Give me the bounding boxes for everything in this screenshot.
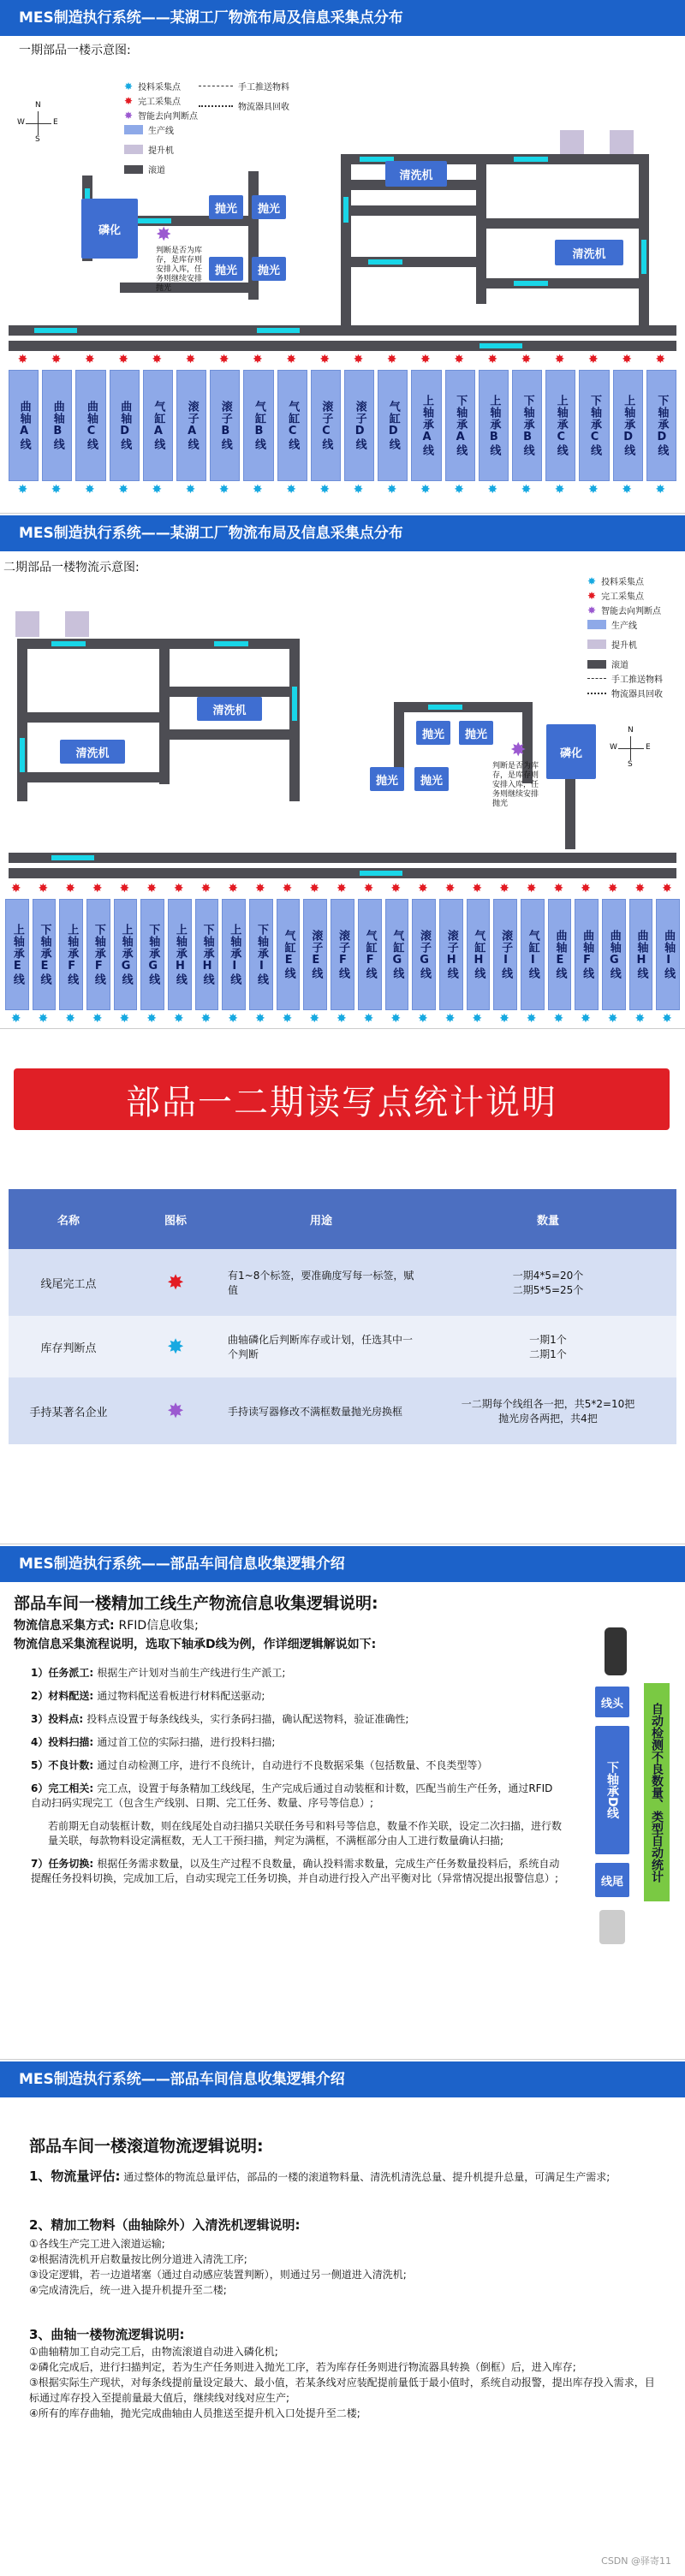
lift (560, 130, 584, 156)
red-star-icon: ✸ (655, 353, 666, 366)
title-banner (14, 1068, 670, 1130)
red-star-icon: ✸ (254, 882, 265, 895)
compass-s: S (35, 135, 40, 144)
production-lane: 滚子E线 (303, 899, 327, 1010)
red-star-icon: ✸ (253, 353, 263, 366)
red-star-icon: ✸ (454, 353, 464, 366)
blue-star-icon: ✸ (51, 483, 62, 497)
footer-watermark: CSDN @驿寄11 (601, 2555, 671, 2567)
col-header: 图标 (164, 1214, 187, 1228)
production-lane: 曲轴B线 (42, 370, 72, 481)
blue-star-icon: ✸ (454, 483, 464, 497)
blue-star-icon: ✸ (587, 574, 597, 587)
slide-rw-points (0, 1031, 685, 1544)
red-star-icon: ✸ (418, 882, 428, 895)
red-star-icon: ✸ (587, 589, 597, 602)
roller (341, 154, 351, 325)
blue-star-icon: ✸ (119, 1012, 130, 1026)
blue-star-icon: ✸ (118, 483, 128, 497)
red-star-icon: ✸ (337, 882, 347, 895)
production-lane: 下轴承E线 (33, 899, 57, 1010)
slide-roller-logic (0, 2061, 685, 2576)
list-item: ②根据清洗机开启数量按比例分道进入清洗工序; (29, 2253, 247, 2265)
production-lane: 曲轴C线 (75, 370, 105, 481)
production-lane: 气缸G线 (385, 899, 409, 1010)
production-lane: 下轴承D线 (646, 370, 676, 481)
red-star-icon: ✸ (166, 1270, 185, 1294)
production-lane: 上轴承F线 (59, 899, 83, 1010)
section-2-title: 2、精加工物料（曲轴除外）入清洗机逻辑说明: (29, 2217, 301, 2233)
blue-star-icon: ✸ (607, 1012, 618, 1026)
section-3-title: 3、曲轴一楼物流逻辑说明: (29, 2327, 185, 2342)
blue-star-icon: ✸ (85, 483, 95, 497)
production-lane: 曲轴F线 (575, 899, 599, 1010)
col-header: 用途 (309, 1214, 332, 1228)
red-star-icon: ✸ (51, 353, 62, 366)
red-star-icon: ✸ (581, 882, 591, 895)
roller (9, 325, 676, 336)
red-star-icon: ✸ (353, 353, 364, 366)
red-star-icon: ✸ (390, 882, 402, 895)
red-star-icon: ✸ (420, 353, 431, 366)
blue-star-icon: ✸ (282, 1012, 293, 1026)
roller (351, 205, 480, 216)
polish-box: 抛光 (459, 721, 493, 745)
legend-feed: ✸ 投料采集点 (587, 574, 645, 587)
red-star-icon: ✸ (124, 94, 134, 107)
red-star-icon: ✸ (588, 353, 599, 366)
purple-star-icon: ✸ (510, 740, 527, 761)
blue-star-icon: ✸ (253, 483, 263, 497)
legend-feed: ✸ 投料采集点 (124, 80, 182, 92)
production-lane: 上轴承C线 (545, 370, 575, 481)
washer-box: 清洗机 (197, 697, 262, 721)
blue-star-icon: ✸ (254, 1012, 265, 1026)
slide-header: MES制造执行系统——部品车间信息收集逻辑介绍 (0, 2061, 685, 2097)
decision-note: 判断是否为库存，是库存则安排入库，任务则继续安排抛光 (156, 247, 203, 293)
blue-star-icon: ✸ (166, 1335, 185, 1359)
list-item: ①曲轴精加工自动完工后，由物流滚道自动进入磷化机; (29, 2346, 278, 2358)
slide-header: MES制造执行系统——某湖工厂物流布局及信息采集点分布 (0, 515, 685, 551)
production-lane: 曲轴E线 (548, 899, 572, 1010)
col-header: 名称 (57, 1214, 80, 1228)
production-lane: 气缸H线 (467, 899, 491, 1010)
page-subtitle: 一期部品一楼示意图: (19, 44, 131, 57)
blue-star-icon: ✸ (655, 483, 666, 497)
blue-star-icon: ✸ (337, 1012, 347, 1026)
production-lane: 滚子I线 (493, 899, 517, 1010)
step-item: 5）不良计数: 通过自动检测工序，进行不良统计，自动进行不良数据采集（包括数量、不良类型等） (31, 1759, 488, 1771)
legend-lift: 提升机 (587, 637, 663, 651)
blue-star-icon: ✸ (228, 1012, 238, 1026)
blue-star-icon: ✸ (146, 1012, 157, 1026)
polish-box: 抛光 (209, 257, 243, 281)
blue-star-icon: ✸ (65, 1012, 75, 1026)
washer-box: 清洗机 (60, 740, 125, 764)
compass-e: E (53, 118, 58, 127)
legend-hand: 手工推送物料 (587, 671, 663, 686)
production-lane: 曲轴I线 (656, 899, 680, 1010)
production-lane: 下轴承G线 (140, 899, 164, 1010)
step-item: 3）投料点: 投料点设置于每条线线头，实行条码扫描，确认配送物料，验证准确性; (31, 1713, 409, 1725)
blue-star-icon: ✸ (499, 1012, 509, 1026)
red-star-icon: ✸ (185, 353, 196, 366)
blue-star-icon: ✸ (521, 483, 532, 497)
legend-line: 生产线 (124, 122, 198, 137)
section-3-list (29, 2344, 663, 2421)
slide-phase2-layout (0, 515, 685, 1029)
production-lane: 气缸I线 (521, 899, 545, 1010)
production-lane: 上轴承B线 (479, 370, 509, 481)
blue-star-icon: ✸ (38, 1012, 49, 1026)
red-star-icon: ✸ (173, 882, 184, 895)
purple-star-icon: ✸ (124, 109, 134, 122)
compass-n: N (35, 101, 41, 110)
blue-star-icon: ✸ (286, 483, 296, 497)
blue-star-icon: ✸ (554, 483, 565, 497)
list-item: ①各线生产完工进入滚道运输; (29, 2238, 165, 2250)
blue-star-icon: ✸ (124, 80, 134, 92)
red-star-icon: ✸ (282, 882, 293, 895)
production-lane: 气缸A线 (143, 370, 173, 481)
production-lane: 滚子H线 (439, 899, 463, 1010)
production-lane: 上轴承H线 (168, 899, 192, 1010)
production-lane: 曲轴G线 (602, 899, 626, 1010)
legend-roller: 滚道 (587, 657, 663, 671)
polish-box: 抛光 (370, 767, 404, 791)
blue-star-icon: ✸ (662, 1012, 672, 1026)
side-head: 线头 (595, 1687, 629, 1717)
step-item: 2）材料配送: 通过物料配送看板进行材料配送驱动; (31, 1690, 265, 1702)
red-star-icon: ✸ (17, 353, 28, 366)
red-star-icon: ✸ (286, 353, 296, 366)
production-lane: 曲轴A线 (9, 370, 39, 481)
production-lane: 下轴承B线 (512, 370, 542, 481)
blue-star-icon: ✸ (92, 1012, 103, 1026)
hub-box: 磷化 (546, 724, 596, 779)
red-star-icon: ✸ (363, 882, 374, 895)
production-lane: 下轴承I线 (249, 899, 273, 1010)
production-lane: 滚子A线 (176, 370, 206, 481)
production-lane: 滚子D线 (344, 370, 374, 481)
lift (65, 611, 89, 637)
compass-w: W (17, 118, 25, 127)
slide-header: MES制造执行系统——某湖工厂物流布局及信息采集点分布 (0, 0, 685, 36)
table-row: 线尾完工点 ✸ 有1~8个标签，要准确度写每一标签，赋值 一期4*5=20个 二期5*5=25个 (9, 1249, 676, 1316)
polish-box: 抛光 (416, 721, 450, 745)
step-item: 若前期无自动装框计数，则在线尾处自动扫描只关联任务号和料号等信息，数量不作关联，设定二次扫描，进行数量关联，每款物料设定满框数，无人工干预扫描，判定为满框，不满框部分由人工进行数量确认扫描; (48, 1820, 563, 1847)
red-star-icon: ✸ (85, 353, 95, 366)
compass (17, 103, 60, 146)
page-subtitle: 二期部品一楼物流示意图: (3, 561, 140, 574)
production-lane: 滚子F线 (331, 899, 354, 1010)
list-item: ③根据实际生产现状，对每条线提前量设定最大、最小值，若某条线对应装配提前量低于最小值时，系统自动报警，提出库存投入需求，目标通过库存投入至提前量最大值后，继续线对线对应生产; (29, 2377, 655, 2404)
polish-box: 抛光 (414, 767, 449, 791)
production-lane: 气缸E线 (277, 899, 301, 1010)
production-lane: 滚子C线 (311, 370, 341, 481)
legend-recycle: 物流器具回收 (199, 98, 289, 113)
purple-star-icon: ✸ (156, 224, 172, 246)
red-star-icon: ✸ (634, 882, 646, 895)
blue-star-icon: ✸ (386, 483, 397, 497)
legend-roller: 滚道 (124, 162, 198, 176)
red-star-icon: ✸ (622, 353, 632, 366)
compass: N S W E (610, 726, 651, 769)
legend-hand: 手工推送物料 (199, 79, 289, 93)
list-item: ②磷化完成后，进行扫描判定，若为生产任务则进入抛光工序，若为库存任务则进行物流器具转换（倒框）后，进入库存; (29, 2361, 576, 2373)
red-star-icon: ✸ (118, 353, 128, 366)
red-star-icon: ✸ (10, 882, 21, 895)
washer-box: 清洗机 (555, 240, 623, 265)
red-star-icon: ✸ (472, 882, 483, 895)
production-lane: 曲轴H线 (629, 899, 653, 1010)
polish-box: 抛光 (209, 195, 243, 219)
legend-smart: ✸ 智能去向判断点 (124, 109, 199, 122)
production-lane: 上轴承A线 (411, 370, 441, 481)
production-lane: 下轴承F线 (86, 899, 110, 1010)
blue-star-icon: ✸ (526, 1012, 537, 1026)
production-lane: 滚子B线 (210, 370, 240, 481)
production-lane: 气缸B线 (243, 370, 273, 481)
step-item: 7）任务切换: 根据任务需求数量，以及生产过程不良数量，确认投料需求数量，完成生产任务数量投料后，系统自动提醒任务投料切换，完成加工后，自动实现完工任务切换，并自动进行投入产出平衡对比（异常情况提出报警信息）; (31, 1858, 560, 1884)
slide-collection-logic (0, 1546, 685, 2060)
blue-star-icon: ✸ (200, 1012, 211, 1026)
list-item: ④完成清洗后，统一进入提升机提升至二楼; (29, 2284, 227, 2296)
section-1: 1、物流量评估: 通过整体的物流总量评估，部品的一楼的滚道物料量、清洗机清洗总量、提升机提升总量，可满足生产需求; (29, 2168, 611, 2184)
blue-star-icon: ✸ (17, 483, 28, 497)
red-star-icon: ✸ (319, 353, 331, 366)
step-item: 4）投料扫描: 通过首工位的实际扫描，进行投料扫描; (31, 1736, 276, 1748)
purple-star-icon: ✸ (166, 1399, 185, 1423)
steps-list (31, 1666, 562, 1895)
red-star-icon: ✸ (386, 353, 397, 366)
legend-finish: ✸ 完工采集点 (587, 589, 645, 602)
blue-star-icon: ✸ (634, 1012, 646, 1026)
blue-star-icon: ✸ (185, 483, 196, 497)
red-star-icon: ✸ (309, 882, 320, 895)
legend (587, 574, 663, 700)
roller (476, 154, 486, 304)
blue-star-icon: ✸ (581, 1012, 591, 1026)
blue-star-icon: ✸ (218, 483, 229, 497)
page-title: 部品一二期读写点统计说明 (126, 1082, 557, 1122)
blue-star-icon: ✸ (10, 1012, 21, 1026)
hub-box: 磷化 (81, 199, 138, 259)
polish-box: 抛光 (252, 257, 286, 281)
blue-star-icon: ✸ (444, 1012, 456, 1026)
roller (486, 278, 640, 289)
red-star-icon: ✸ (38, 882, 49, 895)
roller (486, 218, 640, 229)
legend-smart: ✸ 智能去向判断点 (587, 604, 662, 616)
production-lane: 曲轴D线 (110, 370, 140, 481)
side-tail: 线尾 (595, 1863, 629, 1897)
production-lane: 上轴承E线 (5, 899, 29, 1010)
blue-star-icon: ✸ (472, 1012, 483, 1026)
red-star-icon: ✸ (146, 882, 157, 895)
decision-note: 判断是否为库存，是库存则安排入库，任务则继续安排抛光 (492, 762, 539, 808)
purple-star-icon: ✸ (587, 604, 597, 616)
production-lane: 下轴承C线 (579, 370, 609, 481)
table-row: 手持某著名企业 ✸ 手持读写器修改不满框数量抛光房换框 一二期每个线组各一把，共5*2=10把 抛光房各两把，共4把 (9, 1377, 676, 1444)
blue-star-icon: ✸ (622, 483, 632, 497)
production-lane: 上轴承G线 (114, 899, 138, 1010)
red-star-icon: ✸ (554, 353, 565, 366)
red-star-icon: ✸ (92, 882, 103, 895)
section-2-list (29, 2236, 663, 2298)
legend-recycle: 物流器具回收 (587, 686, 663, 700)
section-title: 部品车间一楼滚道物流逻辑说明: (29, 2137, 264, 2156)
legend-lift: 提升机 (124, 142, 198, 157)
side-line: 下轴承D线 (595, 1726, 629, 1854)
blue-star-icon: ✸ (353, 483, 364, 497)
blue-star-icon: ✸ (152, 483, 163, 497)
legend (124, 79, 198, 176)
list-item: ③设定逻辑，若一边道堵塞（通过自动感应装置判断），则通过另一侧道进入清洗机; (29, 2269, 407, 2281)
list-item: ④所有的库存曲轴，抛光完成曲轴由人员推送至提升机入口处提升至二楼; (29, 2407, 360, 2419)
red-star-icon: ✸ (526, 882, 537, 895)
red-star-icon: ✸ (200, 882, 211, 895)
blue-star-icon: ✸ (390, 1012, 402, 1026)
red-star-icon: ✸ (662, 882, 672, 895)
method-line: 物流信息采集方式: RFID信息收集; (14, 1619, 199, 1633)
production-lane: 下轴承A线 (445, 370, 475, 481)
blue-star-icon: ✸ (363, 1012, 374, 1026)
legend-line: 生产线 (587, 617, 663, 632)
blue-star-icon: ✸ (173, 1012, 184, 1026)
stats-table (9, 1189, 676, 1444)
red-star-icon: ✸ (228, 882, 238, 895)
washer-box: 清洗机 (385, 161, 447, 187)
step-item: 1）任务派工: 根据生产计划对当前生产线进行生产派工; (31, 1667, 286, 1679)
red-star-icon: ✸ (152, 353, 163, 366)
red-star-icon: ✸ (607, 882, 618, 895)
col-header: 数量 (536, 1214, 559, 1228)
flow-line: 物流信息采集流程说明，选取下轴承D线为例，作详细逻辑解说如下: (14, 1638, 377, 1651)
blue-star-icon: ✸ (487, 483, 498, 497)
blue-star-icon: ✸ (309, 1012, 320, 1026)
lift (15, 611, 39, 637)
table-row: 库存判断点 ✸ 曲轴磷化后判断库存或计划，任选其中一个判断 一期1个 二期1个 (9, 1316, 676, 1377)
slide-header: MES制造执行系统——部品车间信息收集逻辑介绍 (0, 1546, 685, 1582)
blue-star-icon: ✸ (553, 1012, 564, 1026)
red-star-icon: ✸ (521, 353, 532, 366)
blue-star-icon: ✸ (420, 483, 431, 497)
scanner-image (599, 1910, 625, 1944)
red-star-icon: ✸ (553, 882, 564, 895)
red-star-icon: ✸ (487, 353, 498, 366)
production-lane: 滚子G线 (412, 899, 436, 1010)
red-star-icon: ✸ (499, 882, 509, 895)
slide-phase1-layout (0, 0, 685, 514)
legend-finish: ✸ 完工采集点 (124, 94, 182, 107)
production-lane: 气缸D线 (378, 370, 408, 481)
blue-star-icon: ✸ (418, 1012, 428, 1026)
production-lane: 上轴承I线 (222, 899, 246, 1010)
section-title: 部品车间一楼精加工线生产物流信息收集逻辑说明: (14, 1594, 378, 1613)
red-star-icon: ✸ (65, 882, 75, 895)
roller (9, 341, 676, 351)
blue-star-icon: ✸ (319, 483, 331, 497)
side-note: 自动检测不良数量、类型自动统计 (644, 1683, 670, 1901)
reader-image (605, 1627, 627, 1675)
production-lane: 气缸C线 (277, 370, 307, 481)
step-item: 6）完工相关: 完工点，设置于每条精加工线线尾，生产完成后通过自动装框和计数，匹配当前生产任务，通过RFID自动扫码实现完工（包含生产线别、日期、完工任务、数量、序号等信息）; (31, 1782, 553, 1809)
lift (610, 130, 634, 156)
production-lane: 上轴承D线 (613, 370, 643, 481)
red-star-icon: ✸ (218, 353, 229, 366)
production-lane: 气缸F线 (358, 899, 382, 1010)
legend-2 (199, 79, 289, 113)
blue-star-icon: ✸ (588, 483, 599, 497)
red-star-icon: ✸ (444, 882, 456, 895)
red-star-icon: ✸ (119, 882, 130, 895)
production-lane: 下轴承H线 (195, 899, 219, 1010)
polish-box: 抛光 (252, 195, 286, 219)
